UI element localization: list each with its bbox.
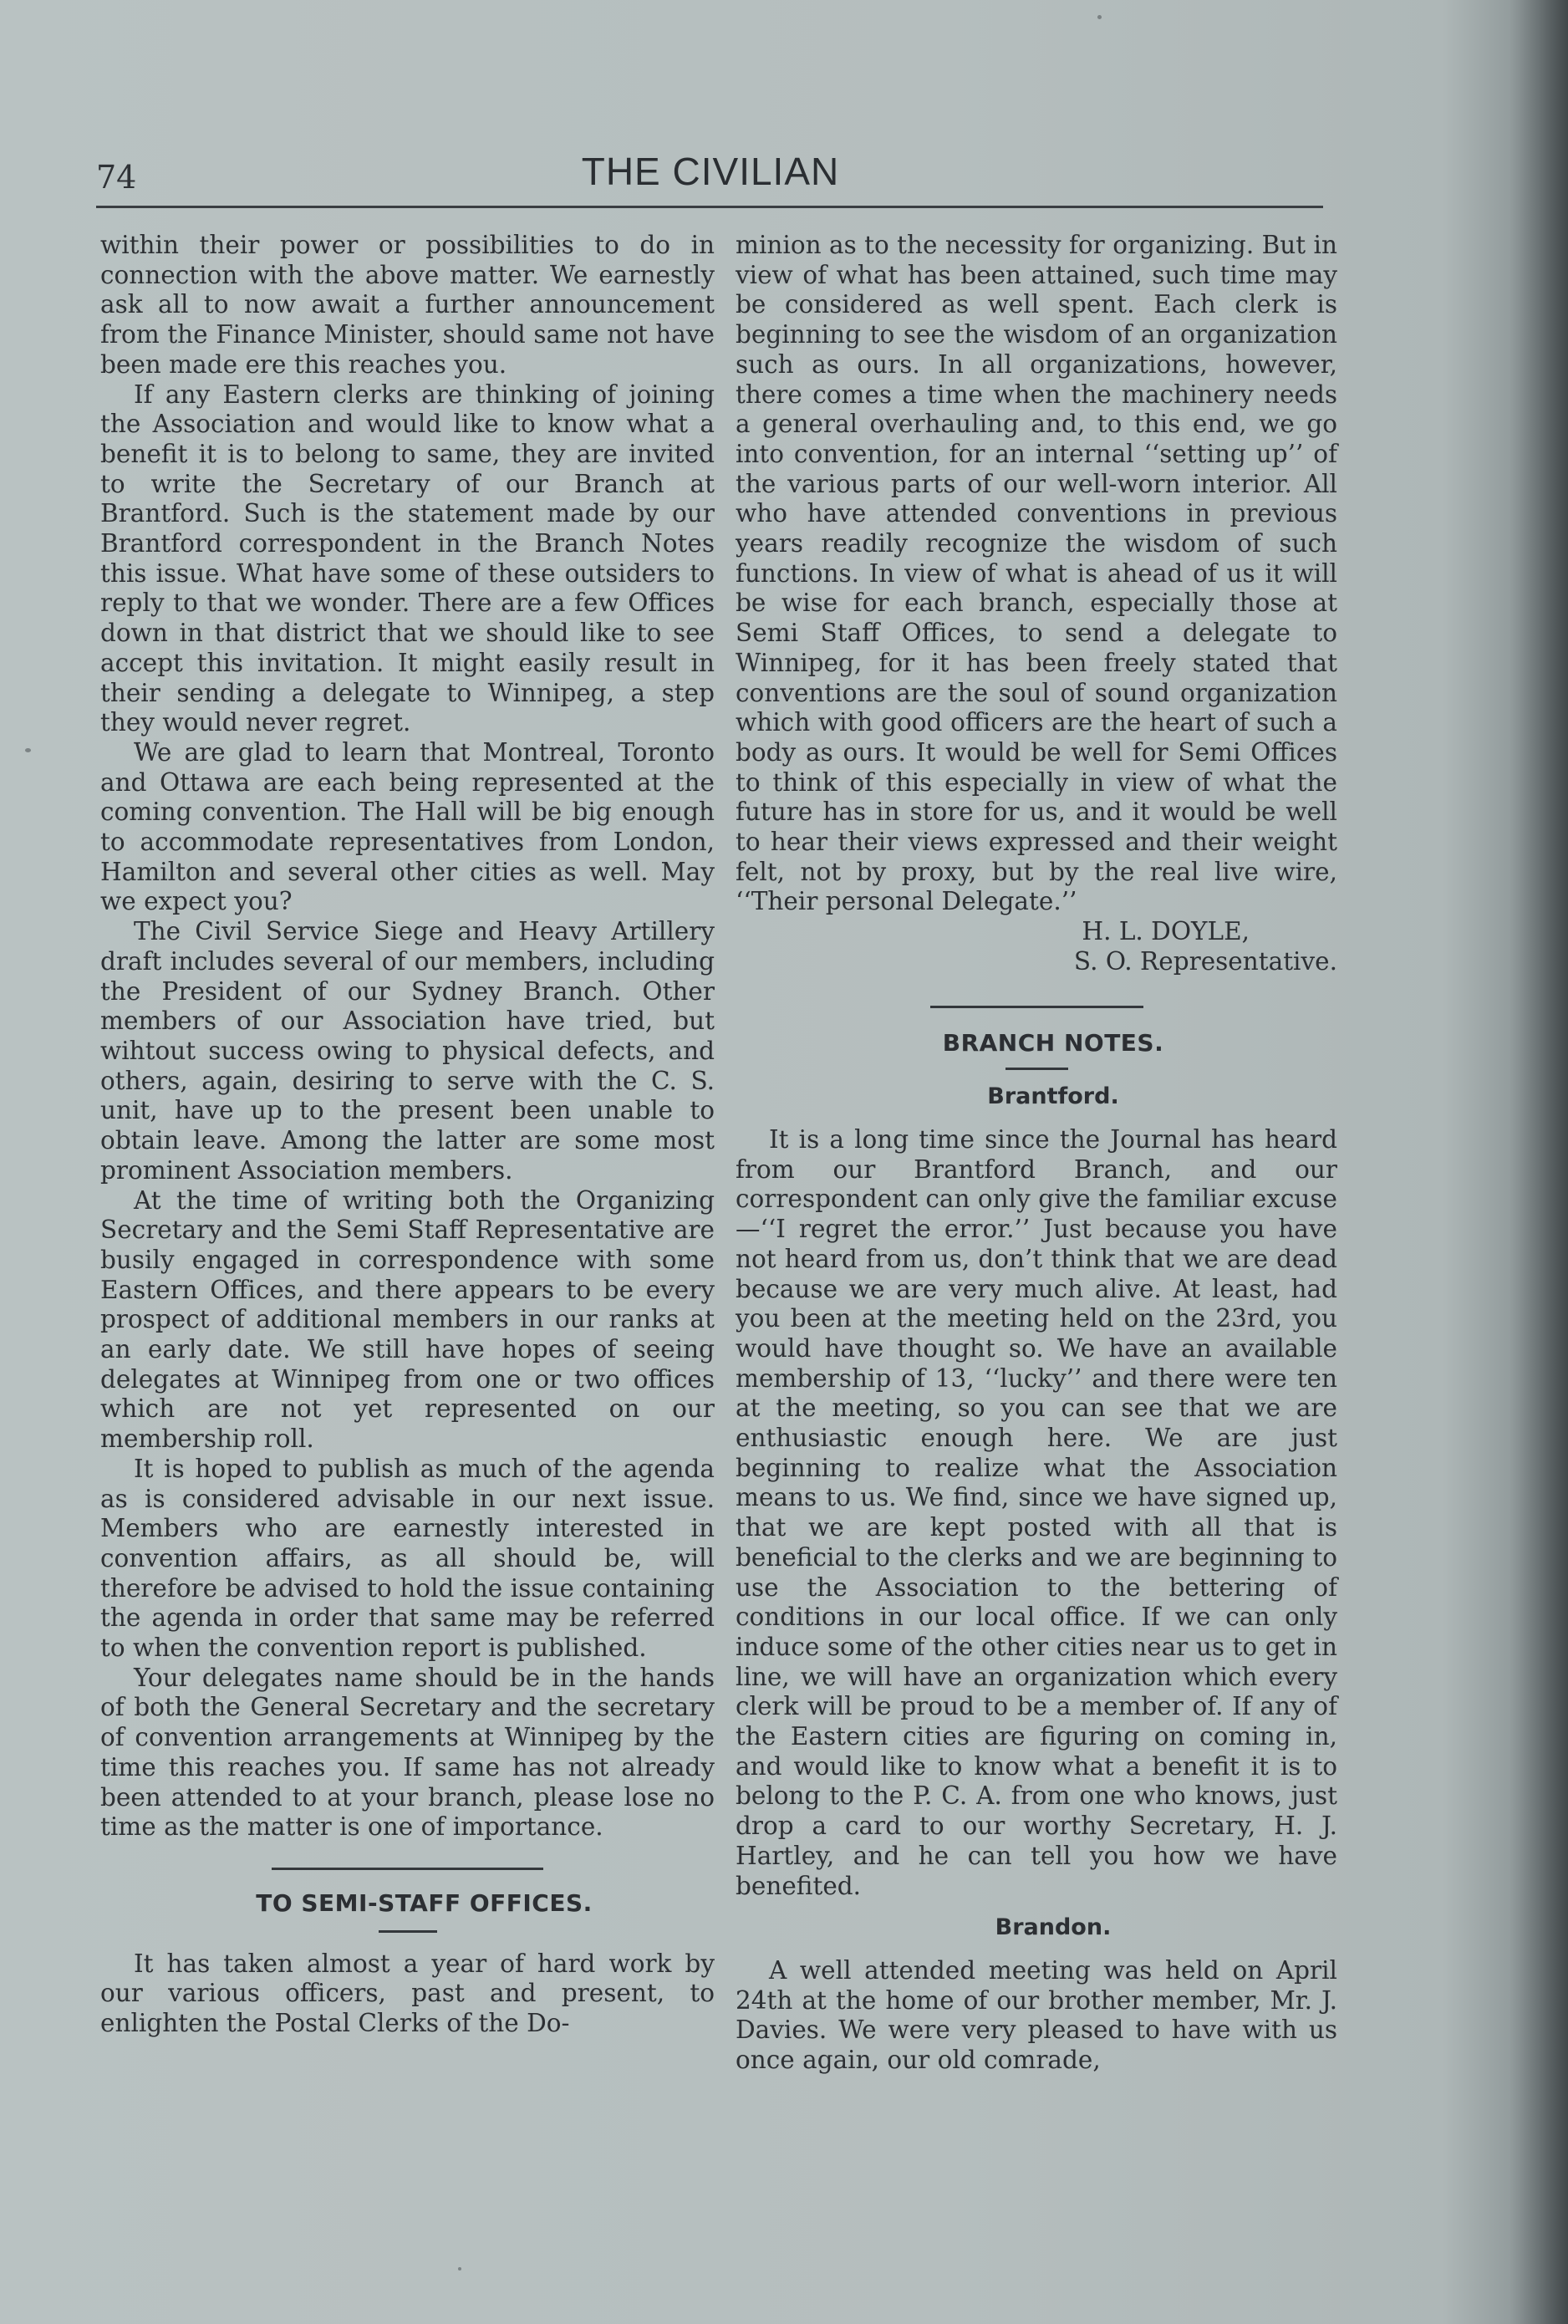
section-title-branch-notes: BRANCH NOTES. [942,1028,1164,1057]
running-title: THE CIVILIAN [581,150,840,193]
paragraph: At the time of writing both the Organizing Secretary and the Semi Staff Representative are busily engaged in correspondence with some Eastern Offices, and there appears to be every prospect of additional members in our ranks at an early date. We still have hopes of seeing delegates at Winnipeg from one or two offices which are not yet represented on our membership roll. [100,1185,715,1454]
section-underline [1005,1068,1068,1070]
subheading-brantford: Brantford. [987,1083,1119,1110]
binding-shadow [1509,0,1568,2324]
paragraph: If any Eastern clerks are thinking of joining the Association and would like to know what a benefit it is to belong to same, they are invited to write the Secretary of our Branch at Brantford. Such is the statement made by our Brantford correspondent in the Branch Notes this issue. What have some of these outsiders to reply to that we wonder. There are a few Offices down in that district that we should like to see accept this invitation. It might easily result in their sending a delegate to Winnipeg, a step they would never regret. [100,380,715,737]
paragraph: We are glad to learn that Montreal, Toronto and Ottawa are each being represented at the coming convention. The Hall will be big enough to accommodate representatives from London, Hamilton and several other cities as well. May we expect you? [100,737,715,916]
paragraph: Your delegates name should be in the hands of both the General Secretary and the secretary of convention arrangements at Winnipeg by the time this reaches you. If same has not already been attended to at your branch, please lose no time as the matter is one of importance. [100,1663,715,1842]
left-column [100,231,715,2039]
right-column [736,231,1337,2076]
paper-speck [1097,15,1102,19]
section-underline [379,1930,437,1933]
paragraph: A well attended meeting was held on April 24th at the home of our brother member, Mr. J. Davies. We were very pleased to have with us once again, our old comrade, [736,1955,1337,2075]
paragraph: The Civil Service Siege and Heavy Artillery draft includes several of our members, including the President of our Sydney Branch. Other members of our Association have tried, but wihtout success owing to physical defects, and others, again, desiring to serve with the C. S. unit, have up to the present been unable to obtain leave. Among the latter are some most prominent Association members. [100,917,715,1185]
page-header [96,149,1325,207]
page-number: 74 [96,159,137,196]
paper-speck [458,2267,461,2270]
paragraph: It has taken almost a year of hard work by our various officers, past and present, to enlighten the Postal Clerks of the Do- [100,1949,715,2038]
paragraph: It is hoped to publish as much of the agenda as is considered advisable in our next issue. Members who are earnestly interested in convention affairs, as all should be, will therefore be advised to hold the issue containing the agenda in order that same may be referred to when the convention report is published. [100,1454,715,1663]
signature-name: H. L. DOYLE, [1082,917,1250,946]
signature-title: S. O. Representative. [1073,946,1337,976]
paper-speck [25,748,31,752]
paragraph: It is a long time since the Journal has heard from our Brantford Branch, and our correspondent can only give the familiar excuse—‘‘I regret the error.’’ Just because you have not heard from us, don’t think that we are dead because we are very much alive. At least, had you been at the meeting held on the 23rd, you would have thought so. We have an available membership of 13, ‘‘lucky’’ and there were ten at the meeting, so you can see that we are enthusiastic enough here. We are just beginning to realize what the Association means to us. We find, since we have signed up, that we are kept posted with all that is beneficial to the clerks and we are beginning to use the Association to the bettering of conditions in our local office. If we can only induce some of the other cities near us to get in line, we will have an organization which every clerk will be proud to be a member of. If any of the Eastern cities are figuring on coming in, and would like to know what a benefit it is to belong to the P. C. A. from one who knows, just drop a card to our worthy Secretary, H. J. Hartley, and he can tell you how we have benefited. [736,1124,1337,1900]
section-rule [930,1006,1143,1008]
subheading-brandon: Brandon. [995,1914,1112,1941]
paragraph: within their power or possibilities to do in connection with the above matter. We earnestly ask all to now await a further announcement from the Finance Minister, should same not have been made ere this reaches you. [100,231,715,379]
section-rule [272,1868,543,1870]
section-title-semi-staff: TO SEMI-STAFF OFFICES. [256,1888,593,1917]
paragraph: minion as to the necessity for organizing. But in view of what has been attained, such time may be considered as well spent. Each clerk is beginning to see the wisdom of an organization such as ours. In all organizations, however, there comes a time when the machinery needs a general overhauling and, to this end, we go into convention, for an internal ‘‘setting up’’ of the various parts of our well-worn interior. All who have attended conventions in previous years readily recognize the wisdom of such functions. In view of what is ahead of us it will be wise for each branch, especially those at Semi Staff Offices, to send a delegate to Winnipeg, for it has been freely stated that conventions are the soul of sound organization which with good officers are the heart of such a body as ours. It would be well for Semi Offices to think of this especially in view of what the future has in store for us, and it would be well to hear their views expressed and their weight felt, not by proxy, but by the real live wire, ‘‘Their personal Delegate.’’ [736,231,1337,916]
header-rule [96,206,1323,208]
